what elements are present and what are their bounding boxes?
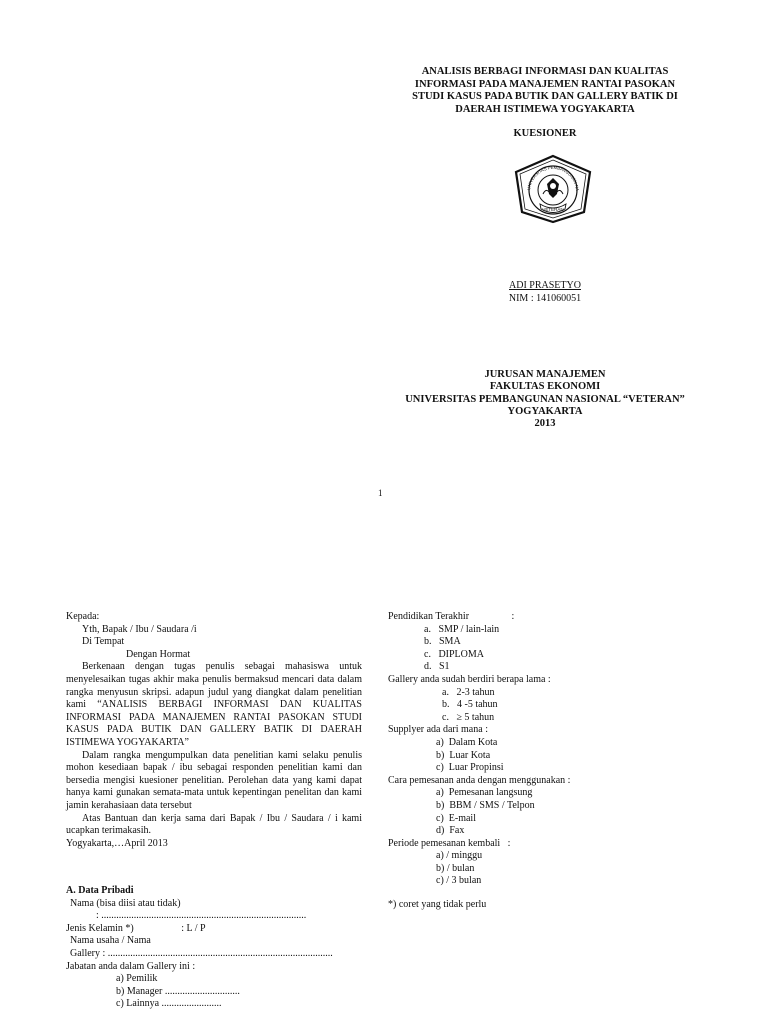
- cover-letter: [66, 611, 362, 850]
- logo-text-bottom: VETERAN: [542, 207, 564, 212]
- gallery-age-option[interactable]: a. 2-3 tahun: [442, 686, 495, 698]
- order-method-option[interactable]: a) Pemesanan langsung: [436, 787, 533, 799]
- letter-to: Kepada:: [66, 611, 100, 622]
- reorder-period-option[interactable]: a) / minggu: [436, 850, 483, 862]
- order-method-option[interactable]: d) Fax: [436, 825, 465, 837]
- letter-addressee: Yth, Bapak / Ibu / Saudara /i: [82, 623, 197, 635]
- gallery-age-option[interactable]: b. 4 -5 tahun: [442, 699, 498, 711]
- name-field[interactable]: : ..................................................................................: [96, 910, 307, 922]
- author-block: [385, 280, 705, 305]
- education-option[interactable]: d. S1: [424, 661, 450, 673]
- letter-place: Di Tempat: [82, 636, 125, 648]
- gallery-age-option[interactable]: c. ≥ 5 tahun: [442, 711, 495, 723]
- questionnaire-right-column: [388, 611, 708, 888]
- institution-line: UNIVERSITAS PEMBANGUNAN NASIONAL “VETERAN”: [405, 393, 685, 405]
- cover-subtitle: KUESIONER: [513, 128, 577, 139]
- position-option[interactable]: a) Pemilik: [116, 973, 158, 985]
- position-option[interactable]: c) Lainnya ........................: [116, 998, 222, 1010]
- supplier-option[interactable]: a) Dalam Kota: [436, 736, 498, 748]
- supplier-option[interactable]: c) Luar Propinsi: [436, 762, 504, 774]
- institution-block: [385, 369, 705, 430]
- author-name: ADI PRASETYO: [509, 280, 581, 291]
- institution-line: FAKULTAS EKONOMI: [489, 381, 601, 393]
- name-label: Nama (bisa diisi atau tidak): [70, 897, 181, 909]
- author-nim: NIM : 141060051: [508, 292, 582, 304]
- position-label: Jabatan anda dalam Gallery ini :: [66, 960, 196, 972]
- education-option[interactable]: b. SMA: [424, 636, 461, 648]
- order-method-option[interactable]: b) BBM / SMS / Telpon: [436, 799, 535, 811]
- gender-field[interactable]: Jenis Kelamin *) : L / P: [66, 922, 206, 934]
- letter-paragraph: Dalam rangka mengumpulkan data penelitian kami selaku penulis mohon kesediaan bapak / ibu sebagai responden penelitian kami dan bersedia mengisi kuesioner penelitian. Perolehan data yang kami dapat hanya kami gunakan semata-mata untuk kepentingan penelitan dan kami jamin kerahasiaan data tersebut: [66, 749, 362, 811]
- cover-title: [385, 66, 705, 116]
- logo-text-top: UNIVERSITAS PEMBANGUNAN NA: [526, 164, 581, 192]
- gallery-field[interactable]: Gallery : ..........................................................................................: [70, 947, 333, 959]
- letter-greeting: Dengan Hormat: [126, 648, 191, 660]
- section-personal-data: [66, 885, 366, 1011]
- letter-paragraph: Berkenaan dengan tugas penulis sebagai mahasiswa untuk menyelesaikan tugas akhir maka penulis bermaksud mencari data dalam rangka menyusun skripsi. adapun judul yang diangkat dalam penelitian kami “ANALISIS BERBAGI INFORMASI DAN KUALITAS INFORMASI PADA MANAJEMEN RANTAI PASOKAN STUDI KASUS PADA BUTIK DAN GALLERY BATIK DI DAERAH ISTIMEWA YOGYAKARTA”: [66, 661, 362, 748]
- university-logo-icon: [510, 154, 596, 224]
- position-option[interactable]: b) Manager ..............................: [116, 985, 240, 997]
- order-method-label: Cara pemesanan anda dengan menggunakan :: [388, 774, 571, 786]
- order-method-option[interactable]: c) E-mail: [436, 812, 476, 824]
- reorder-period-option[interactable]: c) / 3 bulan: [436, 875, 482, 887]
- title-line: ANALISIS BERBAGI INFORMASI DAN KUALITAS: [421, 66, 669, 77]
- education-option[interactable]: c. DIPLOMA: [424, 648, 484, 660]
- institution-line: 2013: [534, 418, 556, 430]
- title-line: INFORMASI PADA MANAJEMEN RANTAI PASOKAN: [414, 78, 676, 90]
- page-number: 1: [378, 488, 383, 498]
- supplier-option[interactable]: b) Luar Kota: [436, 749, 491, 761]
- title-line: STUDI KASUS PADA BUTIK DAN GALLERY BATIK DI: [412, 91, 678, 102]
- supplier-label: Supplyer ada dari mana :: [388, 724, 488, 736]
- gallery-age-label: Gallery anda sudah berdiri berapa lama :: [388, 673, 551, 685]
- section-heading: A. Data Pribadi: [66, 885, 134, 896]
- business-name-label: Nama usaha / Nama: [70, 935, 151, 947]
- letter-paragraph: Atas Bantuan dan kerja sama dari Bapak / Ibu / Saudara / i kami ucapkan terimakasih.: [66, 812, 362, 837]
- institution-line: JURUSAN MANAJEMEN: [484, 369, 606, 380]
- reorder-period-label: Periode pemesanan kembali :: [388, 837, 511, 849]
- letter-signature: Yogyakarta,…April 2013: [66, 837, 168, 849]
- institution-line: YOGYAKARTA: [507, 405, 583, 417]
- title-line: DAERAH ISTIMEWA YOGYAKARTA: [455, 103, 635, 115]
- reorder-period-option[interactable]: b) / bulan: [436, 862, 475, 874]
- education-option[interactable]: a. SMP / lain-lain: [424, 623, 500, 635]
- education-label: Pendidikan Terakhir :: [388, 611, 515, 622]
- footnote: *) coret yang tidak perlu: [388, 899, 487, 910]
